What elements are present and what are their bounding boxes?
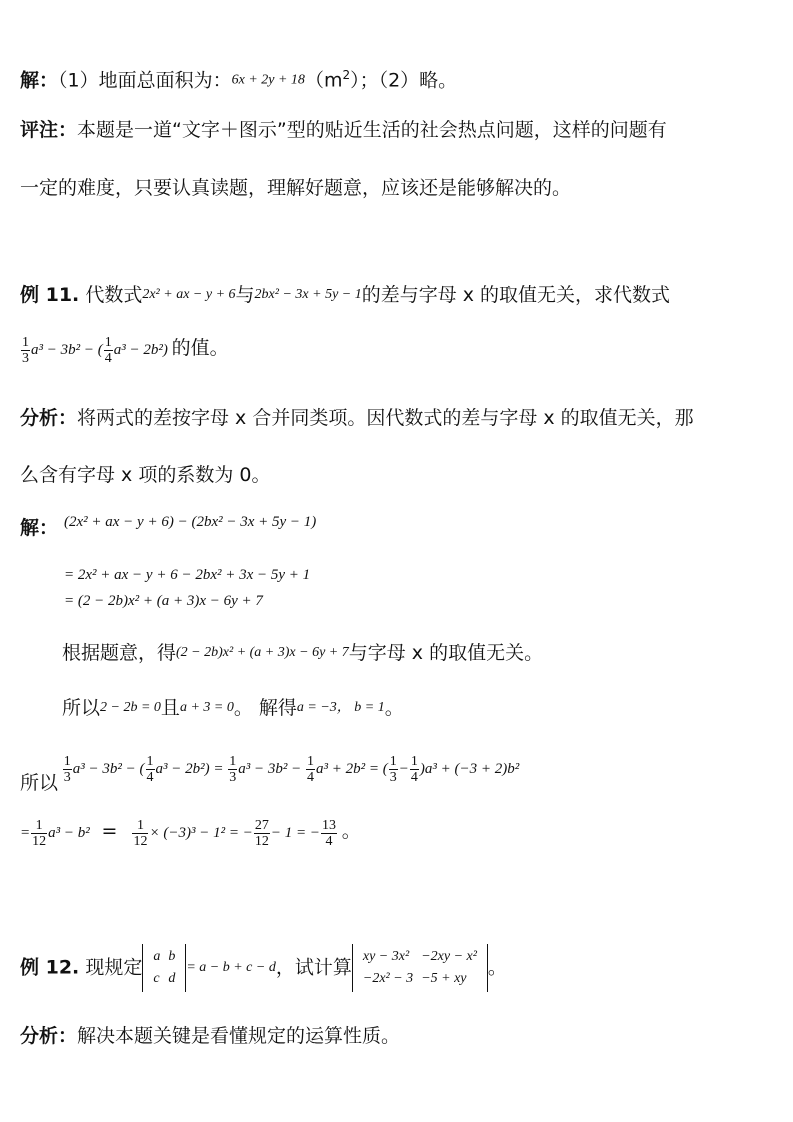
frac-num: 1 bbox=[410, 754, 418, 770]
comment-text-1: 本题是一道“文字＋图示”型的贴近生活的社会热点问题，这样的问题有 bbox=[77, 119, 667, 141]
analysis-text: 解决本题关键是看懂规定的运算性质。 bbox=[77, 1025, 401, 1047]
fraction bbox=[254, 818, 270, 849]
analysis-label: 分析： bbox=[20, 407, 78, 429]
fraction bbox=[146, 754, 155, 785]
ex11-expr-1: 2x² + ax − y + 6 bbox=[142, 287, 236, 302]
text: 与字母 x 的取值无关。 bbox=[348, 642, 544, 664]
example-12-label: 例 12. bbox=[20, 956, 80, 979]
calc-math bbox=[58, 754, 520, 786]
answer-label: 解： bbox=[20, 69, 59, 92]
frac-den: 3 bbox=[389, 770, 397, 786]
comment-label: 评注： bbox=[20, 119, 78, 141]
frac-den: 12 bbox=[32, 834, 47, 850]
text: 所以 bbox=[62, 697, 101, 719]
frac-den: 3 bbox=[229, 770, 237, 786]
det-cell: −5 + xy bbox=[421, 971, 467, 986]
frac-den: 4 bbox=[325, 834, 333, 850]
fraction bbox=[321, 818, 337, 849]
ex11-solution-label-line bbox=[20, 515, 58, 541]
frac-num: 1 bbox=[146, 754, 154, 770]
equals-text: = bbox=[101, 820, 118, 842]
ex11-text-3: 的差与字母 x 的取值无关，求代数式 bbox=[361, 284, 671, 306]
expr: a + 3 = 0 bbox=[179, 700, 234, 715]
ex11-line-so bbox=[62, 695, 404, 721]
fraction bbox=[228, 754, 237, 785]
calc-part: − bbox=[398, 761, 409, 777]
frac-num: 1 bbox=[306, 754, 314, 770]
solution-step-3: = (2 − 2b)x² + (a + 3)x − 6y + 7 bbox=[64, 593, 263, 609]
frac-den: 3 bbox=[63, 770, 71, 786]
fraction bbox=[132, 818, 148, 849]
determinant-to-compute bbox=[352, 944, 488, 992]
frac-num: 1 bbox=[22, 335, 29, 351]
so-label: 所以 bbox=[20, 772, 59, 794]
result-part: a³ − b² bbox=[48, 825, 90, 841]
frac-num: 1 bbox=[132, 818, 148, 834]
fraction bbox=[63, 754, 72, 785]
frac-num: 1 bbox=[389, 754, 397, 770]
expr: 2 − 2b = 0 bbox=[100, 700, 161, 715]
comment-text-2: 一定的难度，只要认真读题，理解好题意，应该还是能够解决的。 bbox=[20, 177, 572, 199]
det-cell: c bbox=[153, 971, 160, 986]
ex12-text-1: 现规定 bbox=[85, 956, 143, 979]
question-end: 的值。 bbox=[171, 337, 229, 359]
question-part-a: a³ − 3b² − ( bbox=[31, 342, 103, 358]
frac-num: 1 bbox=[104, 335, 112, 351]
question-math bbox=[20, 335, 172, 367]
calc-part: a³ − 2b²) = bbox=[155, 761, 224, 777]
frac-den: 12 bbox=[133, 834, 148, 850]
calc-part: )a³ + (−3 + 2)b² bbox=[419, 761, 520, 777]
fraction bbox=[104, 335, 113, 366]
frac-num: 1 bbox=[31, 818, 47, 834]
frac-den: 4 bbox=[146, 770, 154, 786]
text: 。 解得 bbox=[233, 697, 297, 719]
result-math-2 bbox=[131, 818, 341, 850]
analysis-text-1: 将两式的差按字母 x 合并同类项。因代数式的差与字母 x 的取值无关，那 bbox=[77, 407, 694, 429]
det-cell: d bbox=[168, 971, 176, 986]
comment-line-1 bbox=[20, 117, 667, 143]
area-expression: 6x + 2y + 18 bbox=[231, 72, 305, 88]
fraction bbox=[410, 754, 419, 785]
unit-sup: 2 bbox=[342, 68, 351, 82]
text: 。 bbox=[384, 697, 404, 719]
result-end: 。 bbox=[341, 820, 361, 842]
example-12-title bbox=[20, 944, 507, 992]
ex11-analysis-1 bbox=[20, 405, 694, 431]
solution-step-1: (2x² + ax − y + 6) − (2bx² − 3x + 5y − 1) bbox=[64, 514, 317, 530]
calc-part: a³ − 3b² − ( bbox=[72, 761, 145, 777]
frac-num: 1 bbox=[229, 754, 237, 770]
frac-den: 3 bbox=[22, 351, 29, 367]
ex11-line-calc bbox=[20, 754, 519, 796]
frac-num: 1 bbox=[63, 754, 71, 770]
det-cell: a bbox=[153, 949, 161, 964]
analysis-label: 分析： bbox=[20, 1025, 78, 1047]
text: 且 bbox=[160, 697, 180, 719]
equals: = bbox=[20, 825, 31, 841]
answer-text: （1）地面总面积为： bbox=[58, 69, 232, 92]
ex12-analysis bbox=[20, 1023, 400, 1049]
answer-line bbox=[20, 62, 457, 93]
calc-part: a³ − 3b² − bbox=[238, 761, 302, 777]
fraction bbox=[389, 754, 398, 785]
fraction bbox=[21, 335, 30, 366]
unit-open: （m bbox=[304, 69, 343, 92]
fraction bbox=[31, 818, 47, 849]
det-cell: xy − 3x² bbox=[362, 949, 410, 964]
frac-num: 27 bbox=[254, 818, 269, 834]
det-cell: −2xy − x² bbox=[421, 949, 477, 964]
question-part-b: a³ − 2b²) bbox=[113, 342, 168, 358]
ex11-question-expression bbox=[20, 335, 229, 366]
ex11-text-2: 与 bbox=[235, 284, 255, 306]
solution-label: 解： bbox=[20, 517, 59, 539]
result-math bbox=[20, 818, 94, 850]
det-cell: −2x² − 3 bbox=[362, 971, 414, 986]
frac-den: 4 bbox=[410, 770, 418, 786]
comment-line-2 bbox=[20, 175, 571, 201]
determinant-definition bbox=[142, 944, 186, 992]
ex12-text-2: ，试计算 bbox=[275, 956, 352, 979]
ex11-line-according bbox=[62, 640, 543, 666]
analysis-text-2: 么含有字母 x 项的系数为 0。 bbox=[20, 464, 271, 486]
ex11-expr-2: 2bx² − 3x + 5y − 1 bbox=[254, 287, 362, 302]
example-11-label: 例 11. bbox=[20, 284, 80, 306]
solution-step-2: = 2x² + ax − y + 6 − 2bx² + 3x − 5y + 1 bbox=[64, 567, 311, 583]
det-cell: b bbox=[168, 949, 176, 964]
ex11-text-1: 代数式 bbox=[85, 284, 143, 306]
result-part: × (−3)³ − 1² = − bbox=[149, 825, 253, 841]
ex11-line-result bbox=[20, 818, 361, 849]
frac-den: 4 bbox=[104, 351, 112, 367]
fraction bbox=[306, 754, 315, 785]
example-11-title bbox=[20, 282, 670, 308]
result-part: − 1 = − bbox=[270, 825, 320, 841]
frac-den: 12 bbox=[254, 834, 269, 850]
text: 根据题意，得 bbox=[62, 642, 177, 664]
calc-part: a³ + 2b² = ( bbox=[315, 761, 388, 777]
expr: (2 − 2b)x² + (a + 3)x − 6y + 7 bbox=[176, 645, 349, 660]
ex12-text-3: 。 bbox=[487, 956, 507, 979]
frac-num: 13 bbox=[321, 818, 336, 834]
unit-close: ）；（2）略。 bbox=[350, 69, 458, 92]
expr: a = −3， b = 1 bbox=[296, 700, 385, 715]
frac-den: 4 bbox=[306, 770, 314, 786]
det-rule: = a − b + c − d bbox=[186, 960, 276, 975]
ex11-analysis-2 bbox=[20, 462, 270, 488]
